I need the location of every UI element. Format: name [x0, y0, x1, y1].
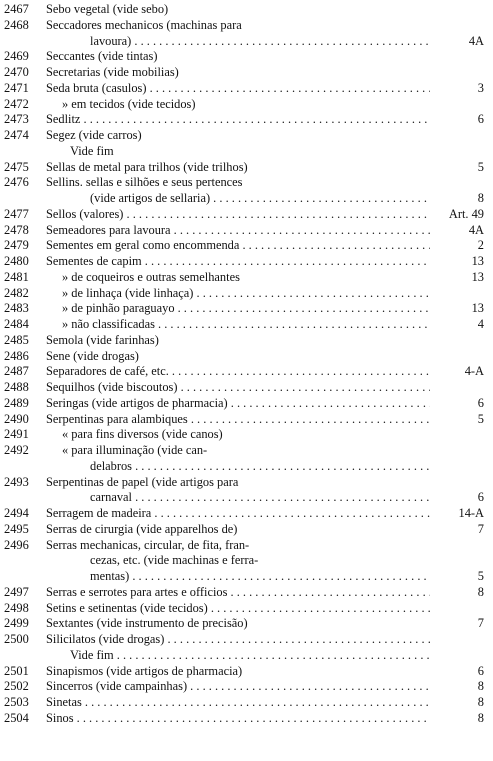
entry-description: Semola (vide farinhas)	[46, 332, 159, 347]
index-entry	[0, 301, 493, 315]
entry-number: 2473	[4, 112, 29, 127]
entry-description: Separadores de café, etc. . . .	[46, 364, 430, 378]
entry-description: (vide artigos de sellaria) . . .	[90, 191, 430, 205]
entry-number: 2497	[4, 584, 29, 599]
entry-description: delabros . . .	[90, 459, 430, 473]
entry-number: 2482	[4, 285, 29, 300]
entry-description: Sebo vegetal (vide sebo)	[46, 2, 169, 16]
entry-number: 2468	[4, 17, 29, 32]
index-entry	[0, 81, 493, 95]
entry-description: « para illuminação (vide can-	[62, 443, 208, 457]
entry-number: 2502	[4, 679, 29, 694]
entry-tariff-class: 8	[475, 191, 484, 205]
entry-tariff-class: 13	[469, 301, 484, 315]
index-entry	[0, 364, 493, 378]
index-entry	[0, 270, 493, 284]
index-entry	[0, 585, 493, 599]
entry-description: mentas) . . .	[90, 569, 430, 583]
entry-tariff-class: 5	[475, 569, 484, 583]
entry-number: 2477	[4, 206, 29, 221]
entry-number: 2476	[4, 175, 29, 190]
entry-number: 2472	[4, 96, 29, 111]
entry-description: » não classificadas . . .	[62, 317, 430, 331]
entry-tariff-class: 5	[475, 160, 484, 174]
entry-number: 2479	[4, 238, 29, 253]
index-entry	[0, 160, 493, 174]
index-entry	[0, 97, 493, 111]
entry-description: Sedlitz . . .	[46, 112, 430, 126]
index-entry	[0, 380, 493, 394]
entry-tariff-class: 6	[475, 396, 484, 410]
index-entry	[0, 459, 493, 473]
index-entry	[0, 238, 493, 252]
entry-number: 2503	[4, 695, 29, 709]
entry-description: Semeadores para lavoura . . .	[46, 223, 430, 237]
index-entry	[0, 427, 493, 441]
entry-description: » de pinhão paraguayo . . .	[62, 301, 430, 315]
entry-description: Sequilhos (vide biscoutos) . . .	[46, 380, 430, 394]
entry-number: 2496	[4, 537, 29, 552]
entry-tariff-class: 13	[469, 270, 484, 284]
entry-description: « para fins diversos (vide canos)	[62, 427, 223, 442]
index-entry	[0, 553, 493, 567]
entry-description: Sincerros (vide campainhas) . . .	[46, 679, 430, 693]
index-entry	[0, 49, 493, 63]
index-entry	[0, 616, 493, 630]
entry-number: 2500	[4, 632, 29, 646]
entry-description: Vide fim . . .	[70, 648, 430, 662]
entry-description: Segez (vide carros)	[46, 128, 142, 142]
entry-description: Serragem de madeira . . .	[46, 506, 430, 520]
entry-description: lavoura) . . .	[90, 34, 430, 48]
index-entry	[0, 522, 493, 536]
entry-description: carnaval . . .	[90, 490, 430, 504]
index-entry	[0, 648, 493, 662]
entry-number: 2471	[4, 80, 29, 95]
entry-description: Seccantes (vide tintas)	[46, 49, 158, 64]
index-entry	[0, 632, 493, 646]
entry-tariff-class: 13	[469, 254, 484, 268]
entry-description: Serras de cirurgia (vide apparelhos de)	[46, 521, 238, 536]
index-entry	[0, 144, 493, 158]
entry-description: Serras mechanicas, circular, de fita, fran-	[46, 537, 250, 552]
entry-description: Sextantes (vide instrumento de precisão)	[46, 616, 248, 631]
entry-number: 2501	[4, 663, 29, 678]
entry-description: Sementes em geral como encommenda . . .	[46, 238, 430, 252]
index-entry	[0, 695, 493, 709]
entry-description: Serpentinas de papel (vide artigos para	[46, 474, 239, 489]
entry-number: 2480	[4, 254, 29, 268]
index-entry	[0, 601, 493, 615]
index-entry	[0, 191, 493, 205]
index-entry	[0, 569, 493, 583]
entry-tariff-class: 5	[475, 412, 484, 426]
index-entry	[0, 207, 493, 221]
index-entry	[0, 396, 493, 410]
entry-number: 2484	[4, 317, 29, 331]
entry-description: Secretarias (vide mobilias)	[46, 65, 179, 79]
entry-tariff-class: 2	[475, 238, 484, 252]
index-entry	[0, 317, 493, 331]
entry-number: 2485	[4, 332, 29, 347]
entry-description: Setins e setinentas (vide tecidos) . . .	[46, 601, 430, 615]
entry-tariff-class: 4A	[466, 223, 484, 237]
entry-number: 2478	[4, 222, 29, 237]
entry-tariff-class: 8	[475, 711, 484, 725]
index-entry	[0, 664, 493, 678]
entry-description: Sinapismos (vide artigos de pharmacia)	[46, 663, 243, 678]
index-entry	[0, 349, 493, 363]
index-entry	[0, 34, 493, 48]
entry-tariff-class: 4	[475, 317, 484, 331]
index-entry	[0, 679, 493, 693]
entry-description: » de linhaça (vide linhaça) . . .	[62, 286, 430, 300]
entry-description: Vide fim	[70, 143, 114, 158]
index-entry	[0, 286, 493, 300]
entry-description: » de coqueiros e outras semelhantes	[62, 269, 240, 284]
entry-tariff-class: 6	[475, 112, 484, 126]
entry-description: Serras e serrotes para artes e officios . . .	[46, 585, 430, 599]
entry-description: Sinos . . .	[46, 711, 430, 725]
entry-tariff-class: 4A	[466, 34, 484, 48]
entry-tariff-class: 6	[475, 664, 484, 678]
index-entry	[0, 412, 493, 426]
index-entry	[0, 333, 493, 347]
entry-description: Seringas (vide artigos de pharmacia) . . .	[46, 396, 430, 410]
entry-tariff-class: 7	[475, 616, 484, 630]
entry-description: Sinetas . . .	[46, 695, 430, 709]
entry-tariff-class: 14-A	[456, 506, 484, 520]
entry-number: 2470	[4, 65, 29, 79]
entry-number: 2495	[4, 521, 29, 536]
index-entry	[0, 711, 493, 725]
entry-tariff-class: 4-A	[462, 364, 484, 378]
entry-number: 2490	[4, 411, 29, 426]
index-entry	[0, 490, 493, 504]
index-entry	[0, 112, 493, 126]
entry-number: 2481	[4, 269, 29, 284]
entry-description: Serpentinas para alambiques . . .	[46, 412, 430, 426]
index-entry	[0, 506, 493, 520]
entry-number: 2475	[4, 159, 29, 174]
index-entry	[0, 18, 493, 32]
entry-number: 2486	[4, 348, 29, 363]
entry-number: 2504	[4, 710, 29, 725]
entry-tariff-class: 3	[475, 81, 484, 95]
entry-number: 2493	[4, 474, 29, 489]
index-entry	[0, 128, 493, 142]
entry-description: Seccadores mechanicos (machinas para	[46, 17, 242, 32]
entry-description: » em tecidos (vide tecidos)	[62, 96, 196, 111]
entry-tariff-class: 8	[475, 679, 484, 693]
entry-description: Sellins. sellas e silhões e seus pertences	[46, 175, 243, 190]
entry-tariff-class: 8	[475, 695, 484, 709]
index-entry	[0, 65, 493, 79]
entry-tariff-class: Art. 49	[446, 207, 484, 221]
entry-tariff-class: 6	[475, 490, 484, 504]
entry-number: 2487	[4, 364, 29, 379]
entry-description: Sellos (valores) . . .	[46, 207, 430, 221]
index-entry	[0, 223, 493, 237]
entry-description: Silicilatos (vide drogas) . . .	[46, 632, 430, 646]
entry-description: Sene (vide drogas)	[46, 348, 139, 363]
index-entry	[0, 2, 493, 16]
entry-description: Sementes de capim . . .	[46, 254, 430, 268]
entry-number: 2488	[4, 380, 29, 394]
index-entry	[0, 175, 493, 189]
entry-number: 2494	[4, 506, 29, 520]
entry-number: 2498	[4, 600, 29, 615]
index-entry	[0, 475, 493, 489]
entry-number: 2483	[4, 301, 29, 316]
entry-description: Seda bruta (casulos) . . .	[46, 81, 430, 95]
entry-number: 2499	[4, 616, 29, 631]
entry-number: 2492	[4, 443, 29, 457]
index-entry	[0, 254, 493, 268]
entry-number: 2474	[4, 128, 29, 142]
entry-tariff-class: 8	[475, 585, 484, 599]
entry-number: 2491	[4, 427, 29, 442]
entry-number: 2469	[4, 49, 29, 64]
index-entry	[0, 443, 493, 457]
entry-number: 2467	[4, 2, 29, 16]
entry-description: cezas, etc. (vide machinas e ferra-	[90, 553, 259, 568]
entry-description: Sellas de metal para trilhos (vide trilhos)	[46, 159, 248, 174]
index-entry	[0, 538, 493, 552]
entry-tariff-class: 7	[475, 522, 484, 536]
entry-number: 2489	[4, 395, 29, 410]
